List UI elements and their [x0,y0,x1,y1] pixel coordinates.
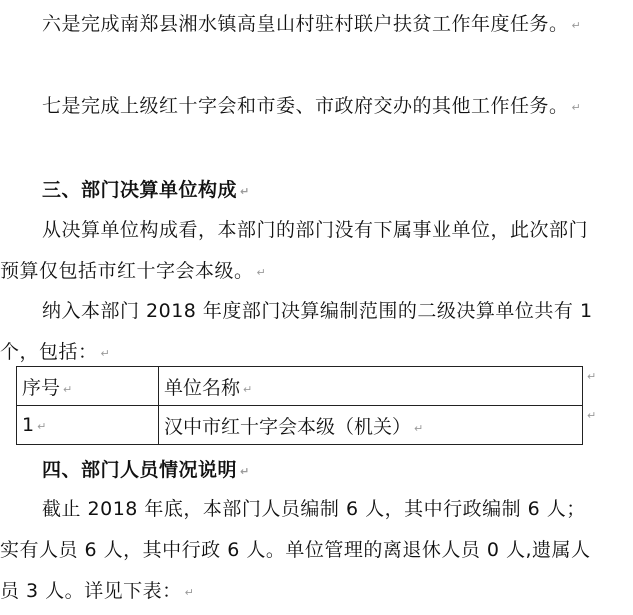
table-header-cell [17,367,159,406]
header-unit-name-label: 单位名称 [164,376,241,399]
table-row [17,406,583,445]
table-cell [159,406,583,445]
paragraph-mark-icon: ↵ [240,465,250,478]
paragraph-scope [0,291,600,374]
table-header-cell [159,367,583,406]
cell-mark-icon: ↵ [243,382,253,396]
paragraph-text: 纳入本部门 2018 年度部门决算编制范围的二级决算单位共有 1 个，包括： [0,300,593,363]
row-end-mark-icon: ↵ [587,409,597,422]
cell-mark-icon: ↵ [63,382,73,396]
row-end-mark-icon: ↵ [587,370,597,383]
paragraph-mark-icon: ↵ [571,19,582,32]
paragraph-mark-icon: ↵ [184,586,195,599]
header-serial-label: 序号 [22,376,61,399]
cell-mark-icon: ↵ [414,421,424,435]
paragraph-task-seven [0,86,600,128]
paragraph-task-six [0,4,600,46]
paragraph-text: 从决算单位构成看，本部门的部门没有下属事业单位，此次部门预算仅包括市红十字会本级。 [0,219,589,282]
paragraph-mark-icon: ↵ [240,185,250,198]
serial-value: 1 [22,414,35,436]
paragraph-mark-icon: ↵ [100,347,111,360]
paragraph-staff [0,489,600,613]
cell-mark-icon: ↵ [37,420,47,433]
table-header-row [17,367,583,406]
paragraph-text: 六是完成南郑县湘水镇高皇山村驻村联户扶贫工作年度任务。 [42,13,569,35]
section-heading-four [0,450,600,492]
unit-name-value: 汉中市红十字会本级（机关） [164,415,412,438]
paragraph-text: 七是完成上级红十字会和市委、市政府交办的其他工作任务。 [42,95,569,117]
paragraph-text: 截止 2018 年底，本部门人员编制 6 人，其中行政编制 6 人；实有人员 6 人，其中行政 6 人。单位管理的离退休人员 0 人,遗属人员 3 人。详见下表： [0,498,591,602]
section-heading-three [0,170,600,212]
paragraph-mark-icon: ↵ [571,101,582,114]
heading-text: 四、部门人员情况说明 [42,459,238,481]
paragraph-unit-composition [0,210,600,293]
heading-text: 三、部门决算单位构成 [42,179,238,201]
table-cell [17,406,159,445]
paragraph-mark-icon: ↵ [256,266,267,279]
units-table [16,366,583,445]
